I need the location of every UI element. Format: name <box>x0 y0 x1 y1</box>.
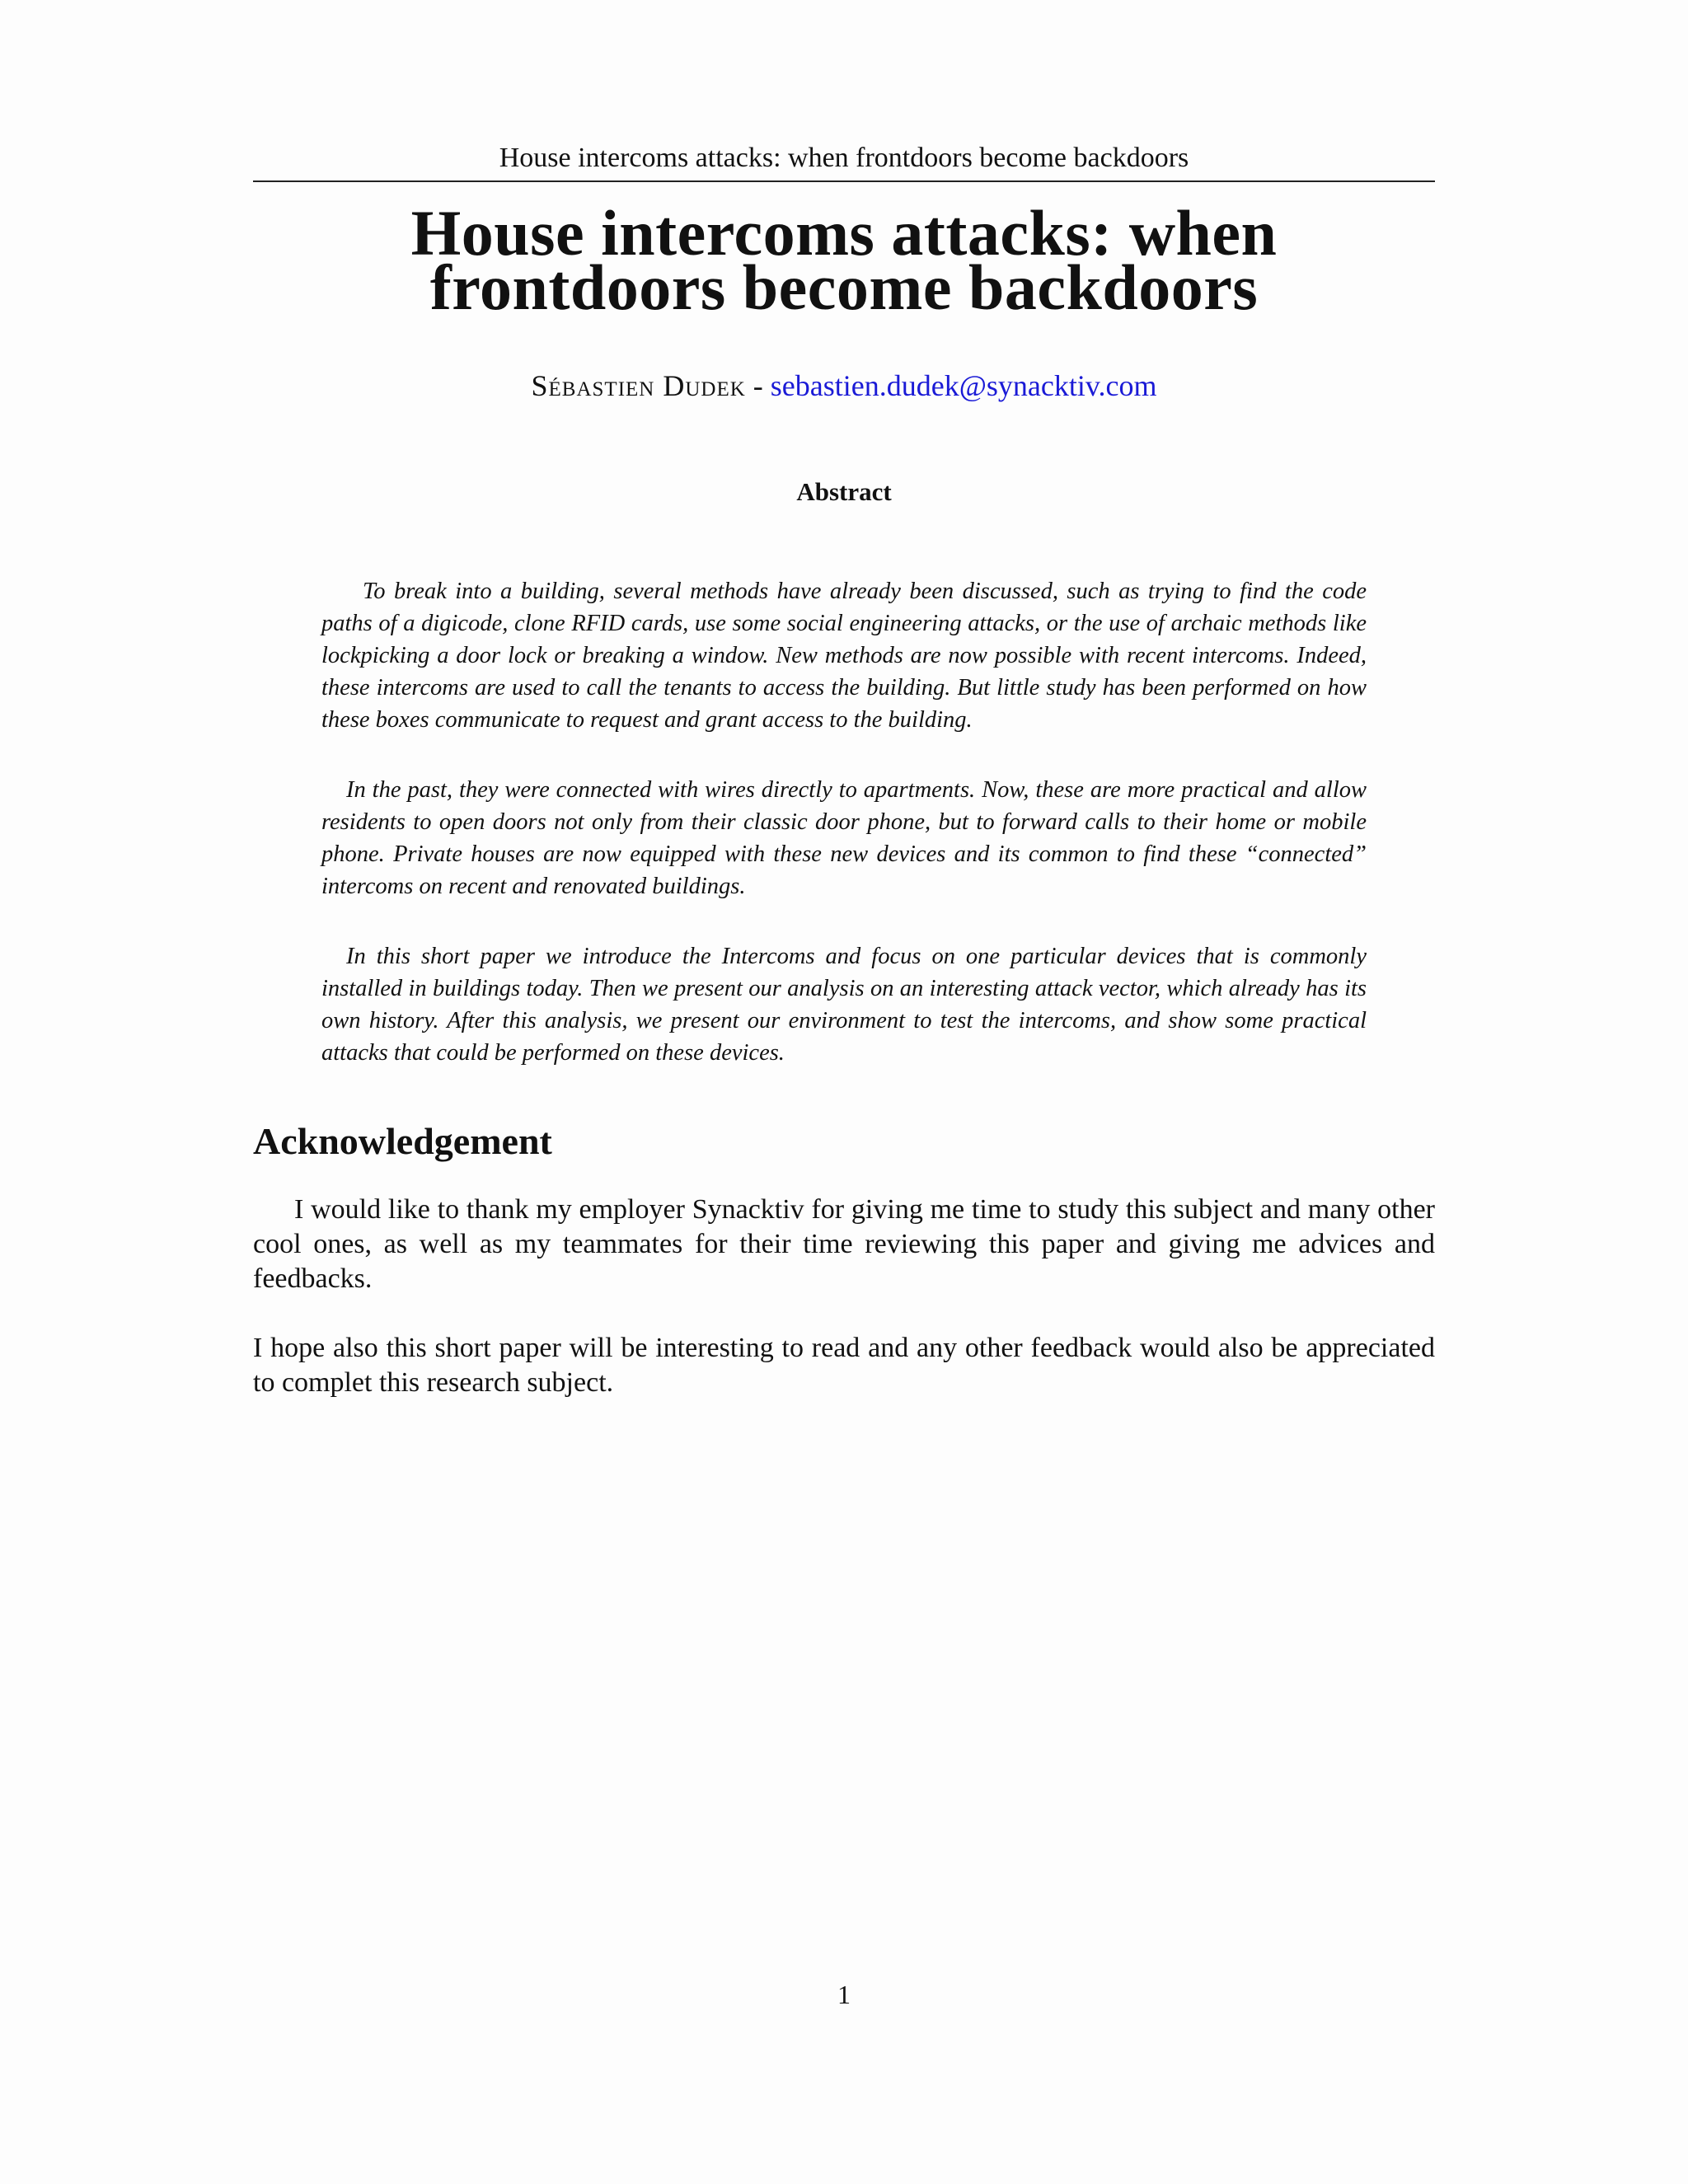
acknowledgement-paragraph: I hope also this short paper will be interesting to read and any other feedback would also be appreciated to complet this research subject. <box>253 1333 1435 1398</box>
author-separator: - <box>745 369 771 402</box>
abstract-body <box>321 575 1367 1107</box>
running-header: House intercoms attacks: when frontdoors become backdoors <box>499 143 1189 173</box>
author-email-link[interactable]: sebastien.dudek@synacktiv.com <box>770 369 1157 402</box>
author-line <box>253 368 1435 404</box>
acknowledgement-body <box>253 1193 1435 1435</box>
abstract-heading: Abstract <box>796 477 892 506</box>
abstract-paragraph: In the past, they were connected with wires directly to apartments. Now, these are more practical and allow residents to open doors not only from their classic door phone, but to forward calls to their home or mobile phone. Private houses are now equipped with these new devices and its common to find these “connected” intercoms on recent and renovated buildings. <box>321 777 1367 899</box>
title-line-1: House intercoms attacks: when <box>410 197 1278 269</box>
page-number: 1 <box>837 1980 851 2009</box>
abstract-paragraph: In this short paper we introduce the Intercoms and focus on one particular devices that is commonly installed in buildings today. Then we present our analysis on an interesting attack vector, which already has its own history. After this analysis, we present our environment to test the intercoms, and show some practical attacks that could be performed on these devices. <box>321 944 1367 1066</box>
acknowledgement-paragraph: I would like to thank my employer Synacktiv for giving me time to study this subject and many other cool ones, as well as my teammates for their time reviewing this paper and giving me advices and feedbacks. <box>253 1194 1435 1294</box>
header-rule <box>253 180 1435 182</box>
title-line-2: frontdoors become backdoors <box>429 251 1259 323</box>
acknowledgement-heading: Acknowledgement <box>253 1120 552 1162</box>
abstract-paragraph: To break into a building, several methods have already been discussed, such as trying to find the code paths of a digicode, clone RFID cards, use some social engineering attacks, or the use of archaic methods like lockpicking a door lock or breaking a window. New methods are now possible with recent intercoms. Indeed, these intercoms are used to call the tenants to access the building. But little study has been performed on how these boxes communicate to request and grant access to the building. <box>321 579 1367 733</box>
author-name: Sébastien Dudek <box>531 369 746 402</box>
paper-title <box>253 197 1435 323</box>
